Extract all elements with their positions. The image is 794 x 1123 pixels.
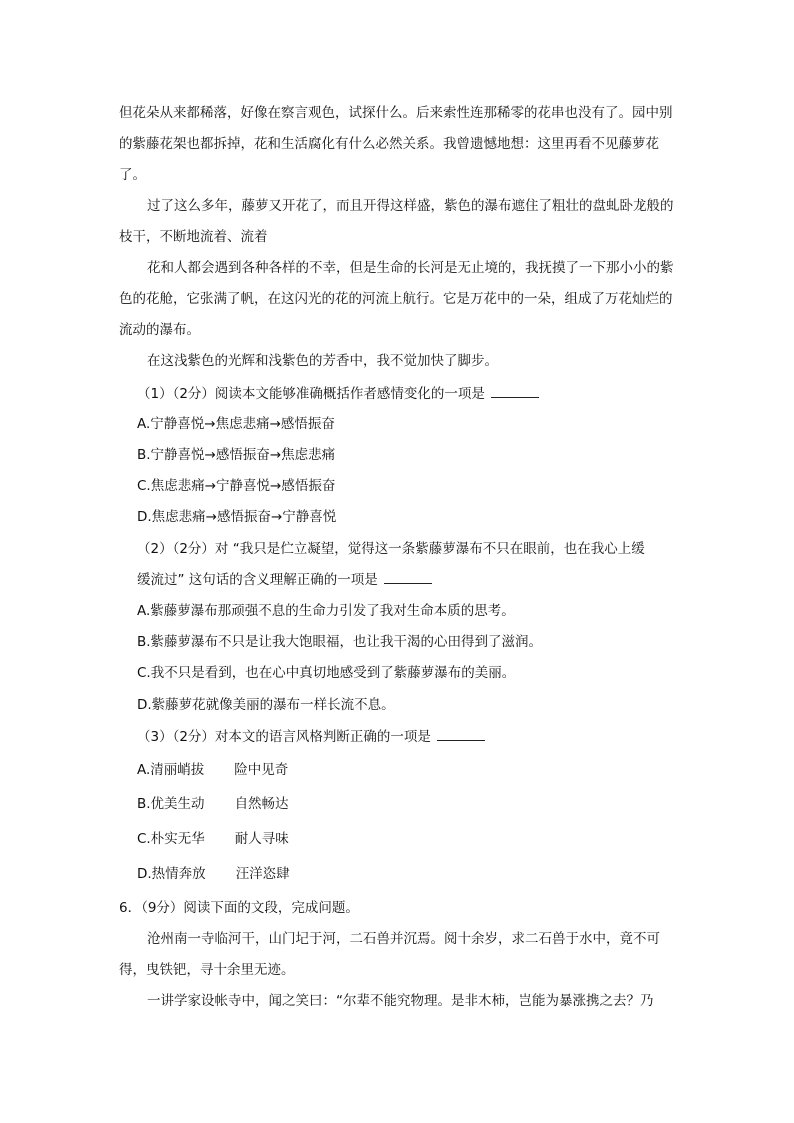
question-1-answer-blank[interactable] bbox=[491, 385, 539, 398]
question-3-answer-blank[interactable] bbox=[437, 728, 485, 741]
question-3-text: （3）（2分）对本文的语言风格判断正确的一项是 bbox=[137, 729, 431, 745]
option-b-label-2: 自然畅达 bbox=[234, 796, 289, 812]
question-2-option-b[interactable]: B.紫藤萝瀑布不只是让我大饱眼福，也让我干渴的心田得到了滋润。 bbox=[137, 634, 543, 650]
question-2-text: 缓流过” 这句话的含义理解正确的一项是 bbox=[137, 572, 378, 588]
question-6-passage-2: 一讲学家设帐寺中，闻之笑曰：“尔辈不能究物理。是非木柿，岂能为暴涨携之去？乃 bbox=[147, 993, 654, 1009]
option-c-label: C.朴实无华 bbox=[137, 831, 205, 847]
question-2-option-a[interactable]: A.紫藤萝瀑布那顽强不息的生命力引发了我对生命本质的思考。 bbox=[137, 603, 515, 619]
question-6-stem: 6．（9分）阅读下面的文段，完成问题。 bbox=[119, 900, 359, 916]
passage-paragraph-3: 花和人都会遇到各种各样的不幸，但是生命的长河是无止境的，我抚摸了一下那小小的紫色的花舱，它张满了帆，在这闪光的花的河流上航行。它是万花中的一朵，组成了万花灿烂的流动的瀑布。 bbox=[119, 260, 674, 338]
passage-paragraph-4: 在这浅紫色的光辉和浅紫色的芳香中，我不觉加快了脚步。 bbox=[147, 353, 498, 369]
option-b-label: B.优美生动 bbox=[137, 796, 205, 812]
question-3-option-c[interactable] bbox=[137, 829, 289, 849]
question-3-option-a[interactable] bbox=[137, 760, 288, 780]
question-1-option-a[interactable]: A.宁静喜悦→焦虑悲痛→感悟振奋 bbox=[137, 416, 335, 432]
question-1-option-d[interactable]: D.焦虑悲痛→感悟振奋→宁静喜悦 bbox=[137, 509, 337, 525]
question-3-option-b[interactable] bbox=[137, 794, 289, 814]
question-1-option-c[interactable]: C.焦虑悲痛→宁静喜悦→感悟振奋 bbox=[137, 478, 336, 494]
option-d-label: D.热情奔放 bbox=[137, 866, 206, 882]
question-1-option-b[interactable]: B.宁静喜悦→感悟振奋→焦虑悲痛 bbox=[137, 447, 336, 463]
question-3-stem bbox=[137, 727, 485, 747]
passage-paragraph-1: 但花朵从来都稀落，好像在察言观色，试探什么。后来索性连那稀零的花串也没有了。园中别的紫藤花架也都拆掉，花和生活腐化有什么必然关系。我曾遗憾地想：这里再看不见藤萝花了。 bbox=[119, 105, 673, 183]
question-2-stem-line-1: （2）（2分）对 “我只是伫立凝望，觉得这一条紫藤萝瀑布不只在眼前，也在我心上缓 bbox=[137, 541, 645, 557]
question-1-stem bbox=[137, 384, 539, 404]
option-d-label-2: 汪洋恣肆 bbox=[235, 866, 290, 882]
option-c-label-2: 耐人寻味 bbox=[234, 831, 289, 847]
option-a-label-2: 险中见奇 bbox=[234, 762, 289, 778]
passage-paragraph-2: 过了这么多年，藤萝又开花了，而且开得这样盛，紫色的瀑布遮住了粗壮的盘虬卧龙般的枝干，不断地流着、流着 bbox=[119, 198, 674, 245]
question-1-text: （1）（2分）阅读本文能够准确概括作者感情变化的一项是 bbox=[137, 386, 485, 402]
question-2-option-c[interactable]: C.我不只是看到，也在心中真切地感受到了紫藤萝瀑布的美丽。 bbox=[137, 665, 516, 681]
question-3-option-d[interactable] bbox=[137, 864, 290, 884]
question-2-stem-line-2 bbox=[137, 570, 432, 590]
question-2-answer-blank[interactable] bbox=[384, 571, 432, 584]
question-6-passage-1: 沧州南一寺临河干，山门圮于河，二石兽并沉焉。阅十余岁，求二石兽于水中，竟不可得，曳铁钯，寻十余里无迹。 bbox=[119, 931, 660, 978]
option-a-label: A.清丽峭拔 bbox=[137, 762, 205, 778]
question-2-option-d[interactable]: D.紫藤萝花就像美丽的瀑布一样长流不息。 bbox=[137, 697, 395, 713]
